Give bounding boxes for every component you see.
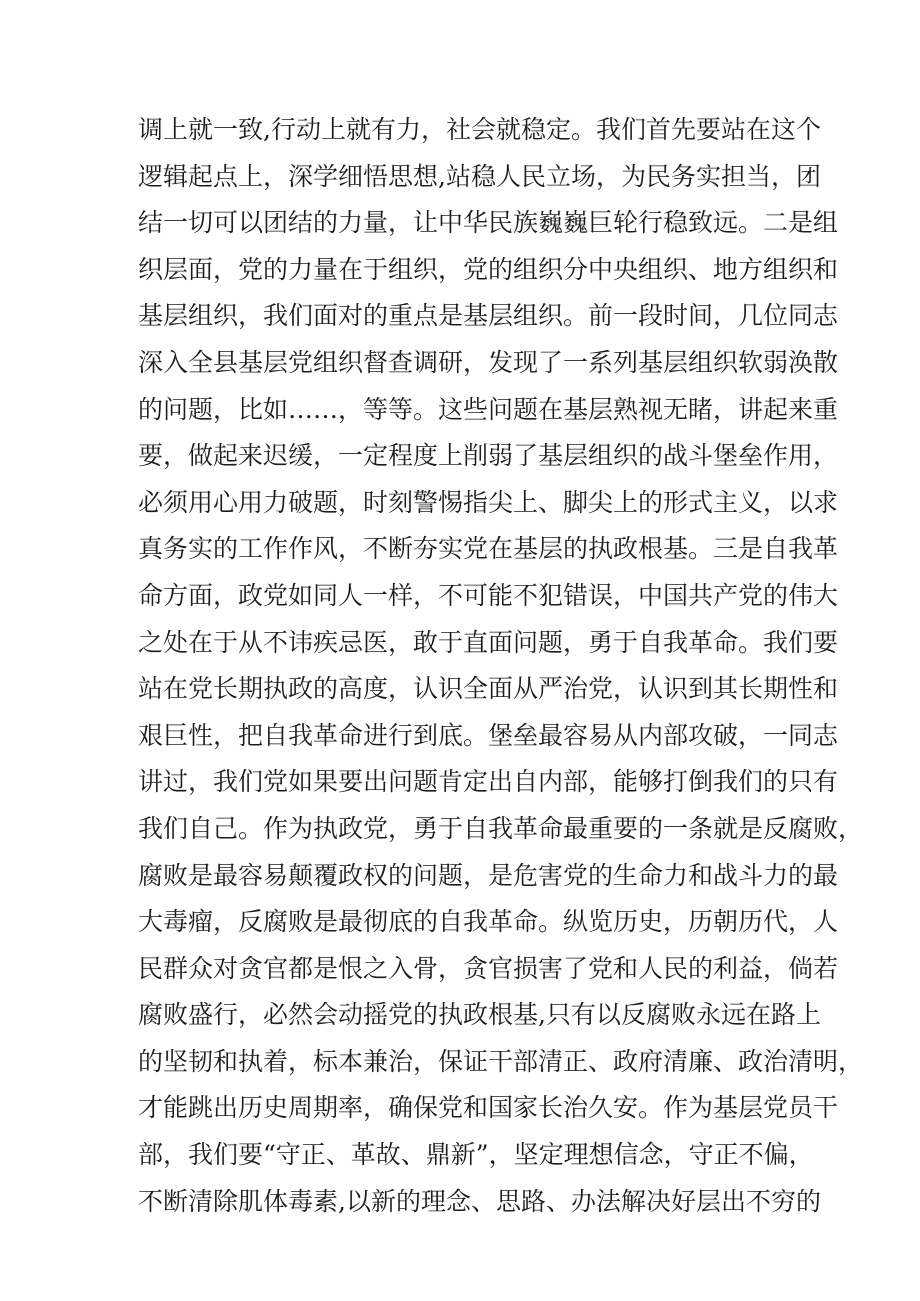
- text-line: 基层组织，我们面对的重点是基层组织。前一段时间，几位同志: [138, 301, 839, 331]
- text-line: 之处在于从不讳疾忌医，敢于直面问题，勇于自我革命。我们要: [138, 627, 839, 657]
- text-line: 腐败盛行，必然会动摇党的执政根基,只有以反腐败永远在路上: [138, 1000, 821, 1030]
- text-line: 大毒瘤，反腐败是最彻底的自我革命。纵览历史，历朝历代，人: [138, 907, 839, 937]
- text-line: 民群众对贪官都是恨之入骨，贪官损害了党和人民的利益，倘若: [138, 953, 839, 983]
- text-line: 织层面，党的力量在于组织，党的组织分中央组织、地方组织和: [138, 254, 839, 284]
- text-line: 的坚韧和执着，标本兼治，保证干部清正、政府清廉、政治清明，: [138, 1046, 864, 1076]
- text-line: 逻辑起点上，深学细悟思想,站稳人民立场，为民务实担当，团: [138, 161, 821, 191]
- text-line: 结一切可以团结的力量，让中华民族巍巍巨轮行稳致远。二是组: [138, 208, 839, 238]
- text-line: 真务实的工作作风，不断夯实党在基层的执政根基。三是自我革: [138, 534, 839, 564]
- text-line: 必须用心用力破题，时刻警惕指尖上、脚尖上的形式主义，以求: [138, 487, 839, 517]
- text-line: 不断清除肌体毒素,以新的理念、思路、办法解决好层出不穷的: [138, 1186, 821, 1216]
- text-line: 深入全县基层党组织督查调研，发现了一系列基层组织软弱涣散: [138, 347, 839, 377]
- text-line: 腐败是最容易颠覆政权的问题，是危害党的生命力和战斗力的最: [138, 860, 839, 890]
- text-line: 艰巨性，把自我革命进行到底。堡垒最容易从内部攻破，一同志: [138, 720, 839, 750]
- text-line: 讲过，我们党如果要出问题肯定出自内部，能够打倒我们的只有: [138, 767, 839, 797]
- text-line: 才能跳出历史周期率，确保党和国家长治久安。作为基层党员干: [138, 1093, 839, 1123]
- text-line: 要，做起来迟缓，一定程度上削弱了基层组织的战斗堡垒作用，: [138, 441, 839, 471]
- body-paragraph: [138, 107, 864, 1225]
- text-line: 部，我们要“守正、革故、鼎新”，坚定理想信念，守正不偏，: [138, 1140, 814, 1170]
- text-line: 的问题，比如……，等等。这些问题在基层熟视无睹，讲起来重: [138, 394, 839, 424]
- text-line: 调上就一致,行动上就有力，社会就稳定。我们首先要站在这个: [138, 115, 821, 144]
- text-line: 我们自己。作为执政党，勇于自我革命最重要的一条就是反腐败，: [138, 813, 864, 843]
- text-line: 命方面，政党如同人一样，不可能不犯错误，中国共产党的伟大: [138, 580, 839, 610]
- text-line: 站在党长期执政的高度，认识全面从严治党，认识到其长期性和: [138, 674, 839, 704]
